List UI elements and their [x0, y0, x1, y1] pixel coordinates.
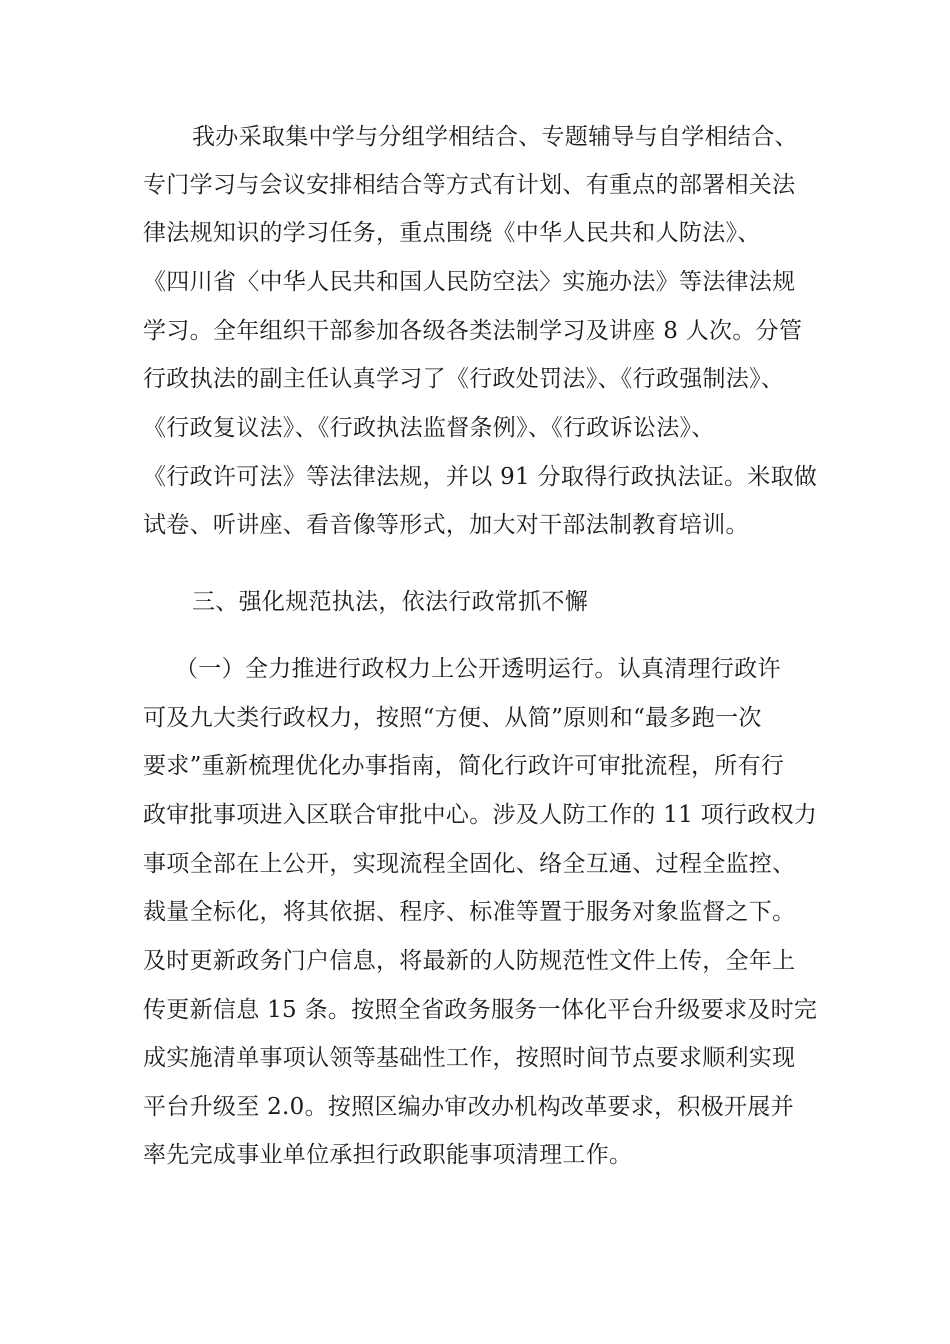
text-line: 专门学习与会议安排相结合等方式有计划、有重点的部署相关法 — [143, 172, 796, 198]
text-line: 试卷、听讲座、看音像等形式，加大对干部法制教育培训。 — [143, 512, 749, 538]
text-line: 传更新信息 15 条。按照全省政务服务一体化平台升级要求及时完 — [143, 997, 818, 1023]
text-line: 我办采取集中学与分组学相结合、专题辅导与自学相结合、 — [192, 124, 798, 150]
text-line: 《四川省〈中华人民共和国人民防空法〉实施办法》等法律法规 — [143, 269, 796, 295]
text-line: 要求”重新梳理优化办事指南，简化行政许可审批流程，所有行 — [143, 753, 785, 779]
text-line: 政审批事项进入区联合审批中心。涉及人防工作的 11 项行政权力 — [143, 802, 818, 828]
text-line: 《行政许可法》等法律法规，并以 91 分取得行政执法证。米取做 — [143, 464, 818, 490]
text-line: 裁量全标化，将其依据、程序、标准等置于服务对象监督之下。 — [143, 899, 796, 925]
text-line: 《行政复议法》、《行政执法监督条例》、《行政诉讼法》、 — [143, 415, 715, 441]
text-line: 行政执法的副主任认真学习了《行政处罚法》、《行政强制法》、 — [143, 366, 785, 392]
text-line: 及时更新政务门户信息，将最新的人防规范性文件上传，全年上 — [143, 948, 796, 974]
text-line: （一）全力推进行政权力上公开透明运行。认真清理行政许 — [175, 656, 781, 682]
text-line: 率先完成事业单位承担行政职能事项清理工作。 — [143, 1142, 633, 1168]
text-line: 律法规知识的学习任务，重点围绕《中华人民共和人防法》、 — [143, 220, 761, 246]
text-line: 学习。全年组织干部参加各级各类法制学习及讲座 8 人次。分管 — [143, 318, 803, 344]
text-line: 平台升级至 2.0。按照区编办审改办机构改革要求，积极开展并 — [143, 1094, 794, 1120]
text-line: 事项全部在上公开，实现流程全固化、络全互通、过程全监控、 — [143, 851, 796, 877]
heading-text: 三、强化规范执法，依法行政常抓不懈 — [192, 589, 589, 615]
text-line: 成实施清单事项认领等基础性工作，按照时间节点要求顺利实现 — [143, 1045, 796, 1071]
text-line: 可及九大类行政权力，按照“方便、从简”原则和“最多跑一次 — [143, 705, 762, 731]
